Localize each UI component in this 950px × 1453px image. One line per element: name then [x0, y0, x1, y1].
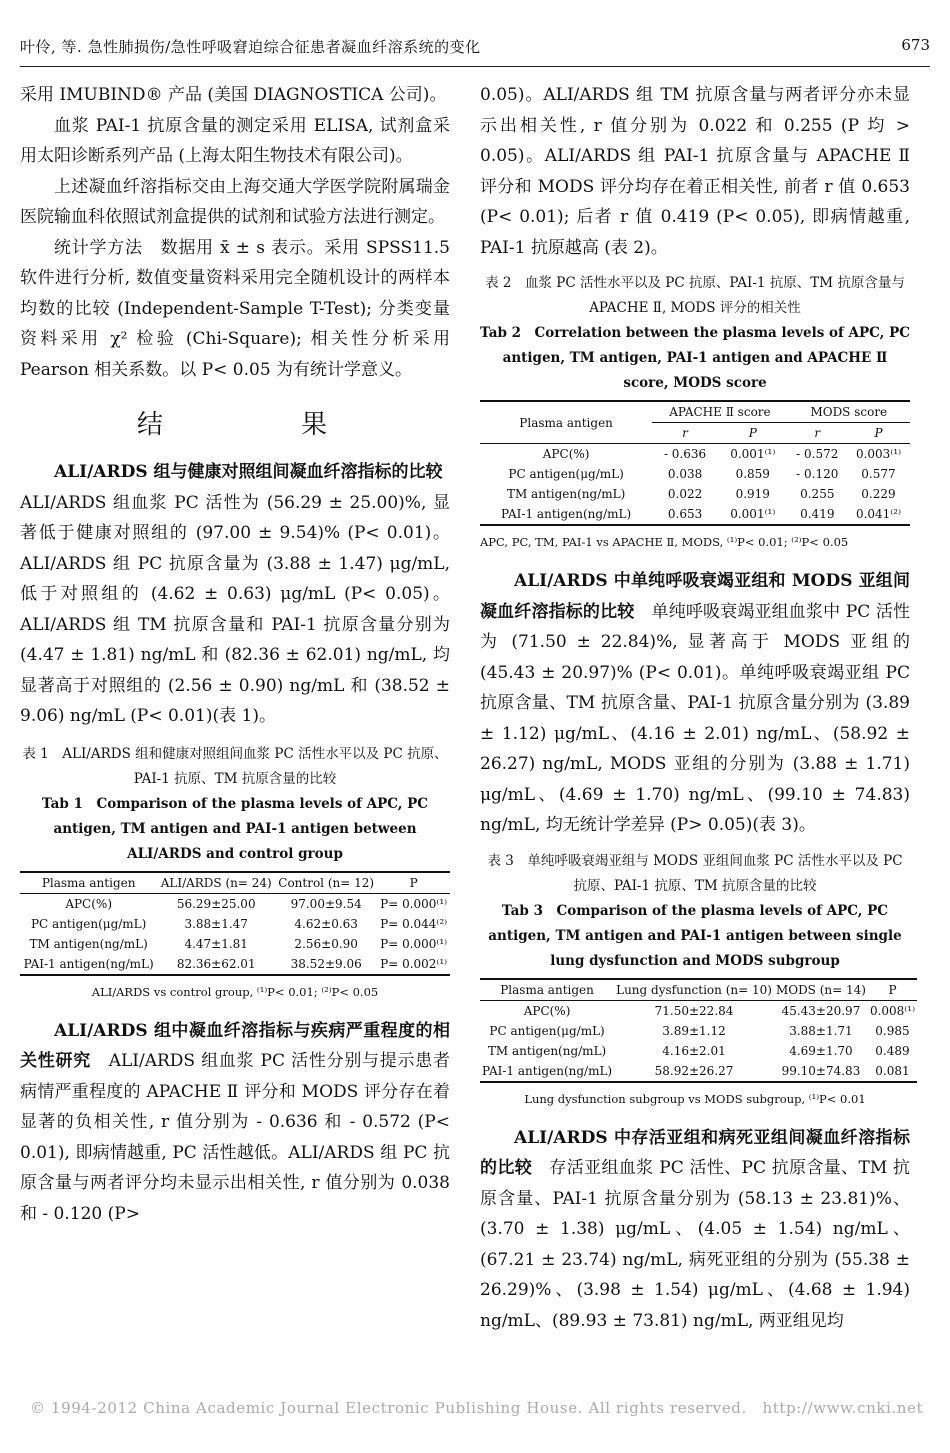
table-cell: 4.16±2.01 [662, 1043, 726, 1058]
table-cell: 3.89±1.12 [662, 1023, 726, 1038]
table-cell: TM antigen(ng/mL) [506, 487, 626, 501]
page-number: 673 [901, 36, 930, 54]
table-cell: P= 0.000⁽¹⁾ [380, 896, 448, 911]
table-header: APACHE Ⅱ score [652, 401, 787, 423]
table-cell: 0.419 [788, 504, 847, 525]
table-cell: 0.041⁽²⁾ [847, 504, 910, 525]
page-header [20, 26, 930, 67]
table-cell: 97.00±9.54 [290, 896, 362, 911]
table-row [480, 444, 910, 465]
table-row [20, 914, 450, 934]
table-cell: 0.008⁽¹⁾ [869, 1003, 916, 1018]
table-3-note: Lung dysfunction subgroup vs MODS subgroup, ⁽¹⁾P< 0.01 [524, 1091, 866, 1106]
table-header: r [682, 426, 688, 440]
table-cell: PAI-1 antigen(ng/mL) [480, 1061, 614, 1082]
table-cell: APC(%) [65, 896, 112, 911]
paragraph: 上述凝血纤溶指标交由上海交通大学医学院附属瑞金医院输血科依照试剂盒提供的试剂和试验方法进行测定。 [20, 176, 450, 227]
table-cell: 4.62±0.63 [294, 916, 358, 931]
subheading: ALI/ARDS 中单纯呼吸衰竭亚组和 MODS 亚组间凝血纤溶指标的比较 [480, 571, 910, 622]
table-row [480, 1041, 917, 1061]
right-column [480, 80, 916, 1336]
table-row [480, 1021, 917, 1041]
table-cell: 38.52±9.06 [275, 954, 377, 975]
table-cell: APC(%) [542, 447, 590, 461]
table-cell: 58.92±26.27 [614, 1061, 774, 1082]
table-cell: PC antigen(μg/mL) [30, 916, 147, 931]
subheading: ALI/ARDS 中存活亚组和病死亚组间凝血纤溶指标的比较 [480, 1127, 910, 1178]
table-cell: 45.43±20.97 [781, 1003, 861, 1018]
paragraph: 采用 IMUBIND® 产品 (美国 DIAGNOSTICA 公司)。 [20, 85, 447, 105]
table-cell: P= 0.002⁽¹⁾ [377, 954, 450, 975]
table-row [480, 464, 910, 484]
table-header: P [868, 979, 917, 1001]
table-cell: 99.10±74.83 [774, 1061, 868, 1082]
table-header: Plasma antigen [480, 401, 652, 444]
table-cell: 0.038 [667, 467, 703, 481]
running-title: 叶伶, 等. 急性肺损伤/急性呼吸窘迫综合征患者凝血纤溶系统的变化 [20, 38, 481, 56]
table-3-caption-en: Tab 3 Comparison of the plasma levels of APC, PC antigen, TM antigen and PAI-1 antigen between single lung dysfunction and MODS subgroup [488, 902, 902, 969]
table-row [20, 934, 450, 954]
table-cell: TM antigen(ng/mL) [29, 936, 148, 951]
table-row [20, 954, 450, 975]
table-header: Plasma antigen [480, 979, 614, 1001]
table-cell: 56.29±25.00 [176, 896, 256, 911]
table-cell: PAI-1 antigen(ng/mL) [480, 504, 652, 525]
table-cell: 4.69±1.70 [789, 1043, 853, 1058]
table-cell: 0.229 [861, 487, 896, 501]
table-cell: APC(%) [523, 1003, 571, 1018]
table-cell: 71.50±22.84 [654, 1003, 734, 1018]
table-2-caption-en: Tab 2 Correlation between the plasma levels of APC, PC antigen, TM antigen, PAI-1 antigen and APACHE Ⅱ score, MODS score [480, 325, 910, 391]
table-header: Plasma antigen [20, 872, 157, 894]
table-row [480, 504, 910, 525]
table-cell: PC antigen(μg/mL) [508, 467, 624, 481]
paragraph-text: 存活亚组血浆 PC 活性、PC 抗原含量、TM 抗原含量、PAI-1 抗原含量分别为 (58.13 ± 23.81)%、(3.70 ± 1.38) μg/mL、(4.05 ± 1.54) ng/mL、(67.21 ± 23.74) ng/mL, 病死亚组的分别为 (55.38 ± 26.29)%、(3.98 ± 1.54) μg/mL、(4.68 ± 1.94) ng/mL、(89.93 ± 73.81) ng/mL, 两亚组见均 [480, 1158, 910, 1331]
table-cell: - 0.572 [796, 447, 839, 461]
table-cell: 4.47±1.81 [184, 936, 248, 951]
table-cell: 0.859 [735, 467, 770, 481]
table-cell: 3.88±1.47 [184, 916, 248, 931]
table-cell: 0.003⁽¹⁾ [855, 447, 902, 461]
table-row [480, 1000, 917, 1021]
table-cell: TM antigen(ng/mL) [487, 1043, 607, 1058]
table-cell: 0.489 [875, 1043, 910, 1058]
paragraph-text: ALI/ARDS 组血浆 PC 活性分别与提示患者病情严重程度的 APACHE Ⅱ 评分和 MODS 评分存在着显著的负相关性, r 值分别为 - 0.636 和 - 0.572 (P< 0.01), 即病情越重, PC 活性越低。ALI/ARDS 组 PC 抗原含量与两者评分均未显示出相关性, r 值分别为 0.038 和 - 0.120 (P> [20, 1051, 450, 1224]
paragraph: 血浆 PAI-1 抗原含量的测定采用 ELISA, 试剂盒采用太阳诊断系列产品 (上海太阳生物技术有限公司)。 [20, 115, 450, 166]
table-row [480, 484, 910, 504]
table-cell: 0.001⁽¹⁾ [730, 447, 776, 461]
table-cell: 3.88±1.71 [789, 1023, 853, 1038]
section-heading-results: 结 果 [136, 410, 383, 440]
table-row [480, 1061, 917, 1082]
table-cell: P= 0.044⁽²⁾ [380, 916, 448, 931]
table-1-caption-en: Tab 1 Comparison of the plasma levels of APC, PC antigen, TM antigen and PAI-1 antigen between ALI/ARDS and control group [41, 795, 429, 862]
table-2-block [480, 271, 910, 552]
table-header: P [377, 872, 450, 894]
table-cell: 0.081 [868, 1061, 917, 1082]
table-1-block [20, 742, 450, 1002]
table-cell: 0.653 [652, 504, 718, 525]
paragraph [20, 457, 460, 732]
table-cell: PAI-1 antigen(ng/mL) [20, 954, 157, 975]
table-1-caption-cn: 表 1 ALI/ARDS 组和健康对照组间血浆 PC 活性水平以及 PC 抗原、PAI-1 抗原、TM 抗原含量的比较 [22, 745, 448, 787]
table-cell: - 0.636 [663, 447, 707, 461]
paragraph [480, 566, 910, 841]
table-cell: 0.577 [861, 467, 896, 481]
table-cell: 82.36±62.01 [157, 954, 275, 975]
table-header: Lung dysfunction (n= 10) [614, 979, 774, 1001]
table-2 [480, 400, 910, 526]
table-header: ALI/ARDS (n= 24) [157, 872, 275, 894]
paragraph: 统计学方法 数据用 x̄ ± s 表示。采用 SPSS11.5 软件进行分析, 数值变量资料采用完全随机设计的两样本均数的比较 (Independent-Sample T-Test); 分类变量资料采用 χ² 检验 (Chi-Square); 相关性分析采用 Pearson 相关系数。以 P< 0.05 为有统计学意义。 [20, 237, 450, 380]
table-3 [480, 978, 917, 1083]
subheading: ALI/ARDS 组中凝血纤溶指标与疾病严重程度的相关性研究 [20, 1020, 450, 1071]
paragraph: 0.05)。ALI/ARDS 组 TM 抗原含量与两者评分亦未显示出相关性, r 值分别为 0.022 和 0.255 (P 均 > 0.05)。ALI/ARDS 组 PAI-1 抗原含量与 APACHE Ⅱ 评分和 MODS 评分均存在着正相关性, 前者 r 值 0.653 (P< 0.01); 后者 r 值 0.419 (P< 0.05), 即病情越重, PAI-1 抗原越高 (表 2)。 [480, 85, 910, 258]
table-2-note: APC, PC, TM, PAI-1 vs APACHE Ⅱ, MODS, ⁽¹⁾P< 0.01; ⁽²⁾P< 0.05 [480, 535, 849, 549]
table-cell: - 0.120 [796, 467, 839, 481]
subheading: ALI/ARDS 组与健康对照组间凝血纤溶指标的比较 [54, 462, 443, 482]
paragraph [20, 1016, 450, 1230]
table-header: MODS (n= 14) [774, 979, 868, 1001]
copyright-footer: © 1994-2012 China Academic Journal Electronic Publishing House. All rights reserved. http://www.cnki.net [30, 1399, 924, 1417]
table-header: Control (n= 12) [275, 872, 377, 894]
table-cell: 2.56±0.90 [294, 936, 358, 951]
table-cell: 0.255 [800, 487, 835, 501]
table-3-caption-cn: 表 3 单纯呼吸衰竭亚组与 MODS 亚组间血浆 PC 活性水平以及 PC 抗原、PAI-1 抗原、TM 抗原含量的比较 [487, 852, 903, 894]
table-header: r [814, 426, 821, 440]
table-cell: 0.022 [667, 487, 703, 501]
paragraph [480, 1123, 910, 1337]
table-cell: 0.919 [735, 487, 770, 501]
paragraph-text: 单纯呼吸衰竭亚组血浆中 PC 活性为 (71.50 ± 22.84)%, 显著高于 MODS 亚组的 (45.43 ± 20.97)% (P< 0.01)。单纯呼吸衰竭亚组 PC 抗原含量、TM 抗原含量、PAI-1 抗原含量分别为 (3.89 ± 1.12) μg/mL、(4.16 ± 2.01) ng/mL、(58.92 ± 26.27) ng/mL, MODS 亚组的分别为 (3.88 ± 1.71) μg/mL、(4.69 ± 1.70) ng/mL、(99.10 ± 74.83) ng/mL, 均无统计学差异 (P> 0.05)(表 3)。 [480, 601, 910, 835]
table-cell: P= 0.000⁽¹⁾ [380, 936, 448, 951]
table-row [20, 893, 450, 914]
table-cell: 0.985 [875, 1023, 910, 1038]
left-column [20, 80, 460, 1229]
table-3-block [480, 849, 916, 1109]
table-cell: PC antigen(μg/mL) [489, 1023, 605, 1038]
table-header: P [874, 426, 883, 440]
table-1-note: ALI/ARDS vs control group, ⁽¹⁾P< 0.01; ⁽²⁾P< 0.05 [91, 984, 379, 999]
table-2-caption-cn: 表 2 血浆 PC 活性水平以及 PC 抗原、PAI-1 抗原、TM 抗原含量与 APACHE Ⅱ, MODS 评分的相关性 [485, 275, 905, 316]
table-cell: 0.001⁽¹⁾ [718, 504, 788, 525]
table-header: MODS score [788, 401, 910, 423]
paragraph-text: ALI/ARDS 组血浆 PC 活性为 (56.29 ± 25.00)%, 显著低于健康对照组的 (97.00 ± 9.54)% (P< 0.01)。ALI/ARDS 组 PC 抗原含量为 (3.88 ± 1.47) μg/mL, 低于对照组的 (4.62 ± 0.63) μg/mL (P< 0.05)。ALI/ARDS 组 TM 抗原含量和 PAI-1 抗原含量分别为 (4.47 ± 1.81) ng/mL 和 (82.36 ± 62.01) ng/mL, 均显著高于对照组的 (2.56 ± 0.90) ng/mL 和 (38.52 ± 9.06) ng/mL (P< 0.01)(表 1)。 [20, 462, 460, 726]
table-header: P [748, 426, 757, 440]
table-1 [20, 871, 450, 976]
